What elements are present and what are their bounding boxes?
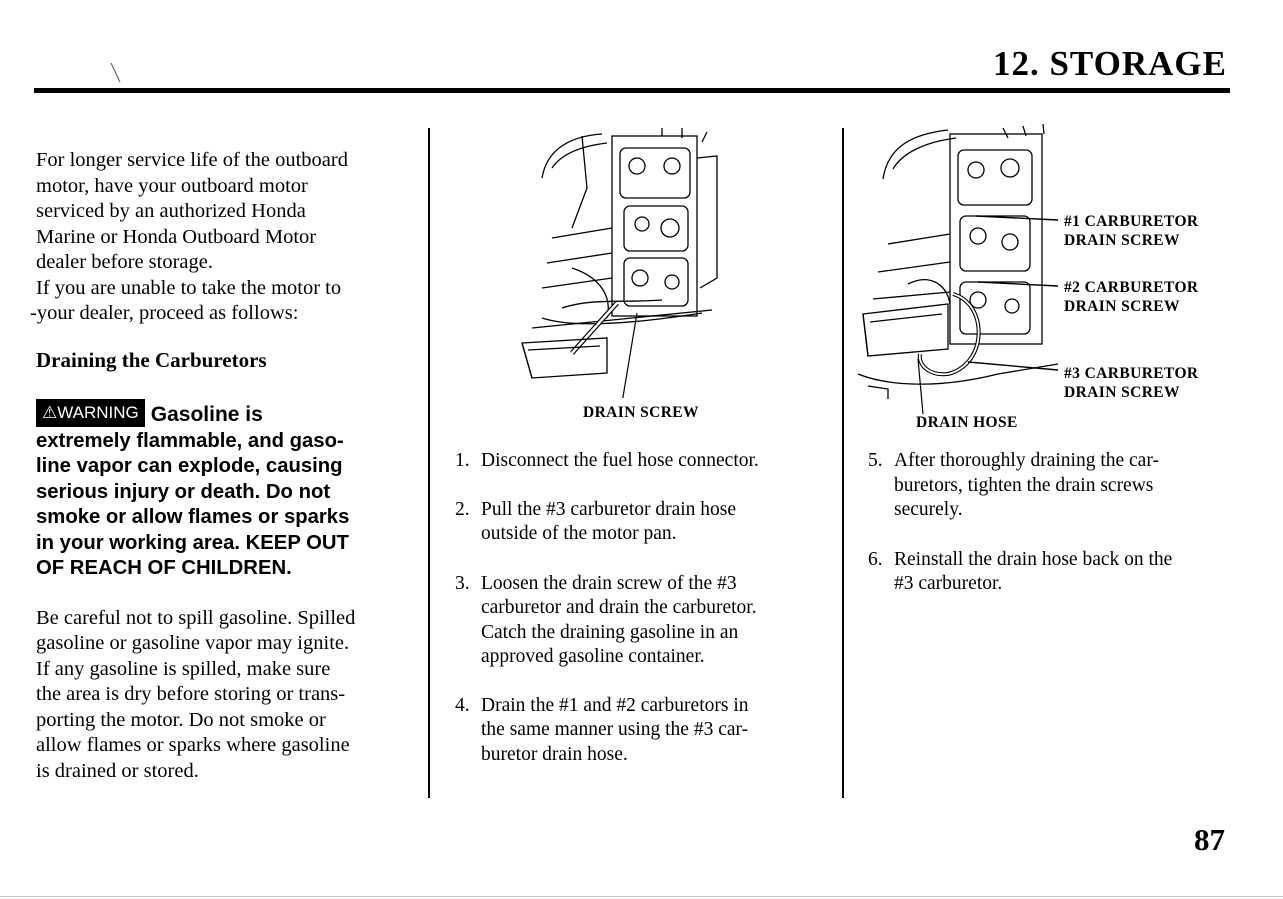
caution-line: porting the motor. Do not smoke or [36,708,326,731]
intro-line: -your dealer, proceed as follows: [30,302,299,324]
intro-line: Marine or Honda Outboard Motor [36,225,317,248]
step-text: securely. [894,499,963,520]
step-text: Catch the draining gasoline in an [481,621,739,643]
step-number: 3. [455,572,470,594]
header-rule [34,88,1230,93]
column-divider-2 [842,128,844,798]
section-heading: Draining the Carburetors [36,347,267,372]
caution-line: If any gasoline is spilled, make sure [36,657,331,680]
step-number: 5. [868,450,883,471]
step-text: buretor drain hose. [481,743,628,765]
step-item [455,449,825,474]
warning-line: in your working area. KEEP OUT [36,531,349,554]
caution-line: gasoline or gasoline vapor may ignite. [36,632,350,654]
carburetor-drain-screws-illustration [858,124,1068,424]
step-text: the same manner using the #3 car- [481,719,749,740]
label-line: #1 CARBURETOR [1064,213,1199,230]
warning-block [36,399,406,582]
page-number: 87 [1194,822,1225,857]
chapter-title: 12. STORAGE [992,44,1227,83]
steps-list-middle [455,449,825,767]
left-column [30,148,406,784]
step-text: Drain the #1 and #2 carburetors in [481,694,749,716]
drain-screw-caption: DRAIN SCREW [583,404,699,421]
step-text: After thoroughly draining the car- [894,450,1159,471]
step-item [868,548,1238,597]
label-line: DRAIN SCREW [1064,232,1180,249]
step-item [455,498,825,547]
caution-line: is drained or stored. [36,759,199,782]
intro-line: For longer service life of the outboard [36,149,348,171]
step-number: 4. [455,694,470,716]
warning-badge: ⚠WARNING [36,399,145,427]
step-number: 2. [455,498,470,520]
drain-hose-label: DRAIN HOSE [916,414,1018,431]
carburetor-2-label [1064,278,1199,316]
bottom-edge [0,896,1283,897]
label-line: DRAIN SCREW [1064,298,1180,315]
label-line: #2 CARBURETOR [1064,279,1199,296]
carburetor-3-label [1064,364,1199,402]
step-text: #3 carburetor. [894,573,1003,594]
stray-mark [110,62,122,84]
label-line: #3 CARBURETOR [1064,365,1199,382]
step-text: Disconnect the fuel hose connector. [481,450,759,471]
carburetor-1-label [1064,212,1199,250]
carburetor-drain-screw-illustration [512,128,732,398]
caution-line: allow flames or sparks where gasoline [36,734,350,756]
step-text: outside of the motor pan. [481,523,677,544]
step-item [455,572,825,670]
step-text: carburetor and drain the carburetor. [481,597,757,618]
step-item [455,694,825,768]
step-text: Loosen the drain screw of the #3 [481,572,737,594]
step-text: Pull the #3 carburetor drain hose [481,498,737,520]
step-number: 6. [868,548,883,570]
step-text: buretors, tighten the drain screws [894,474,1154,496]
step-text: approved gasoline container. [481,646,705,667]
warning-line: smoke or allow flames or sparks [36,506,350,528]
steps-list-right [868,449,1238,597]
intro-line: serviced by an authorized Honda [36,200,306,222]
step-number: 1. [455,450,470,471]
intro-line: If you are unable to take the motor to [36,276,342,299]
step-text: Reinstall the drain hose back on the [894,548,1173,570]
caution-line: Be careful not to spill gasoline. Spilled [36,606,356,629]
caution-line: the area is dry before storing or trans- [36,683,346,705]
warning-line: extremely flammable, and gaso- [36,429,344,452]
warning-line: serious injury or death. Do not [36,480,331,503]
warning-lead: Gasoline is [150,403,263,426]
label-line: DRAIN SCREW [1064,384,1180,401]
intro-line: dealer before storage. [36,251,213,273]
warning-line: OF REACH OF CHILDREN. [36,557,292,579]
intro-line: motor, have your outboard motor [36,174,308,197]
step-item [868,449,1238,523]
column-divider-1 [428,128,430,798]
warning-line: line vapor can explode, causing [36,455,343,477]
